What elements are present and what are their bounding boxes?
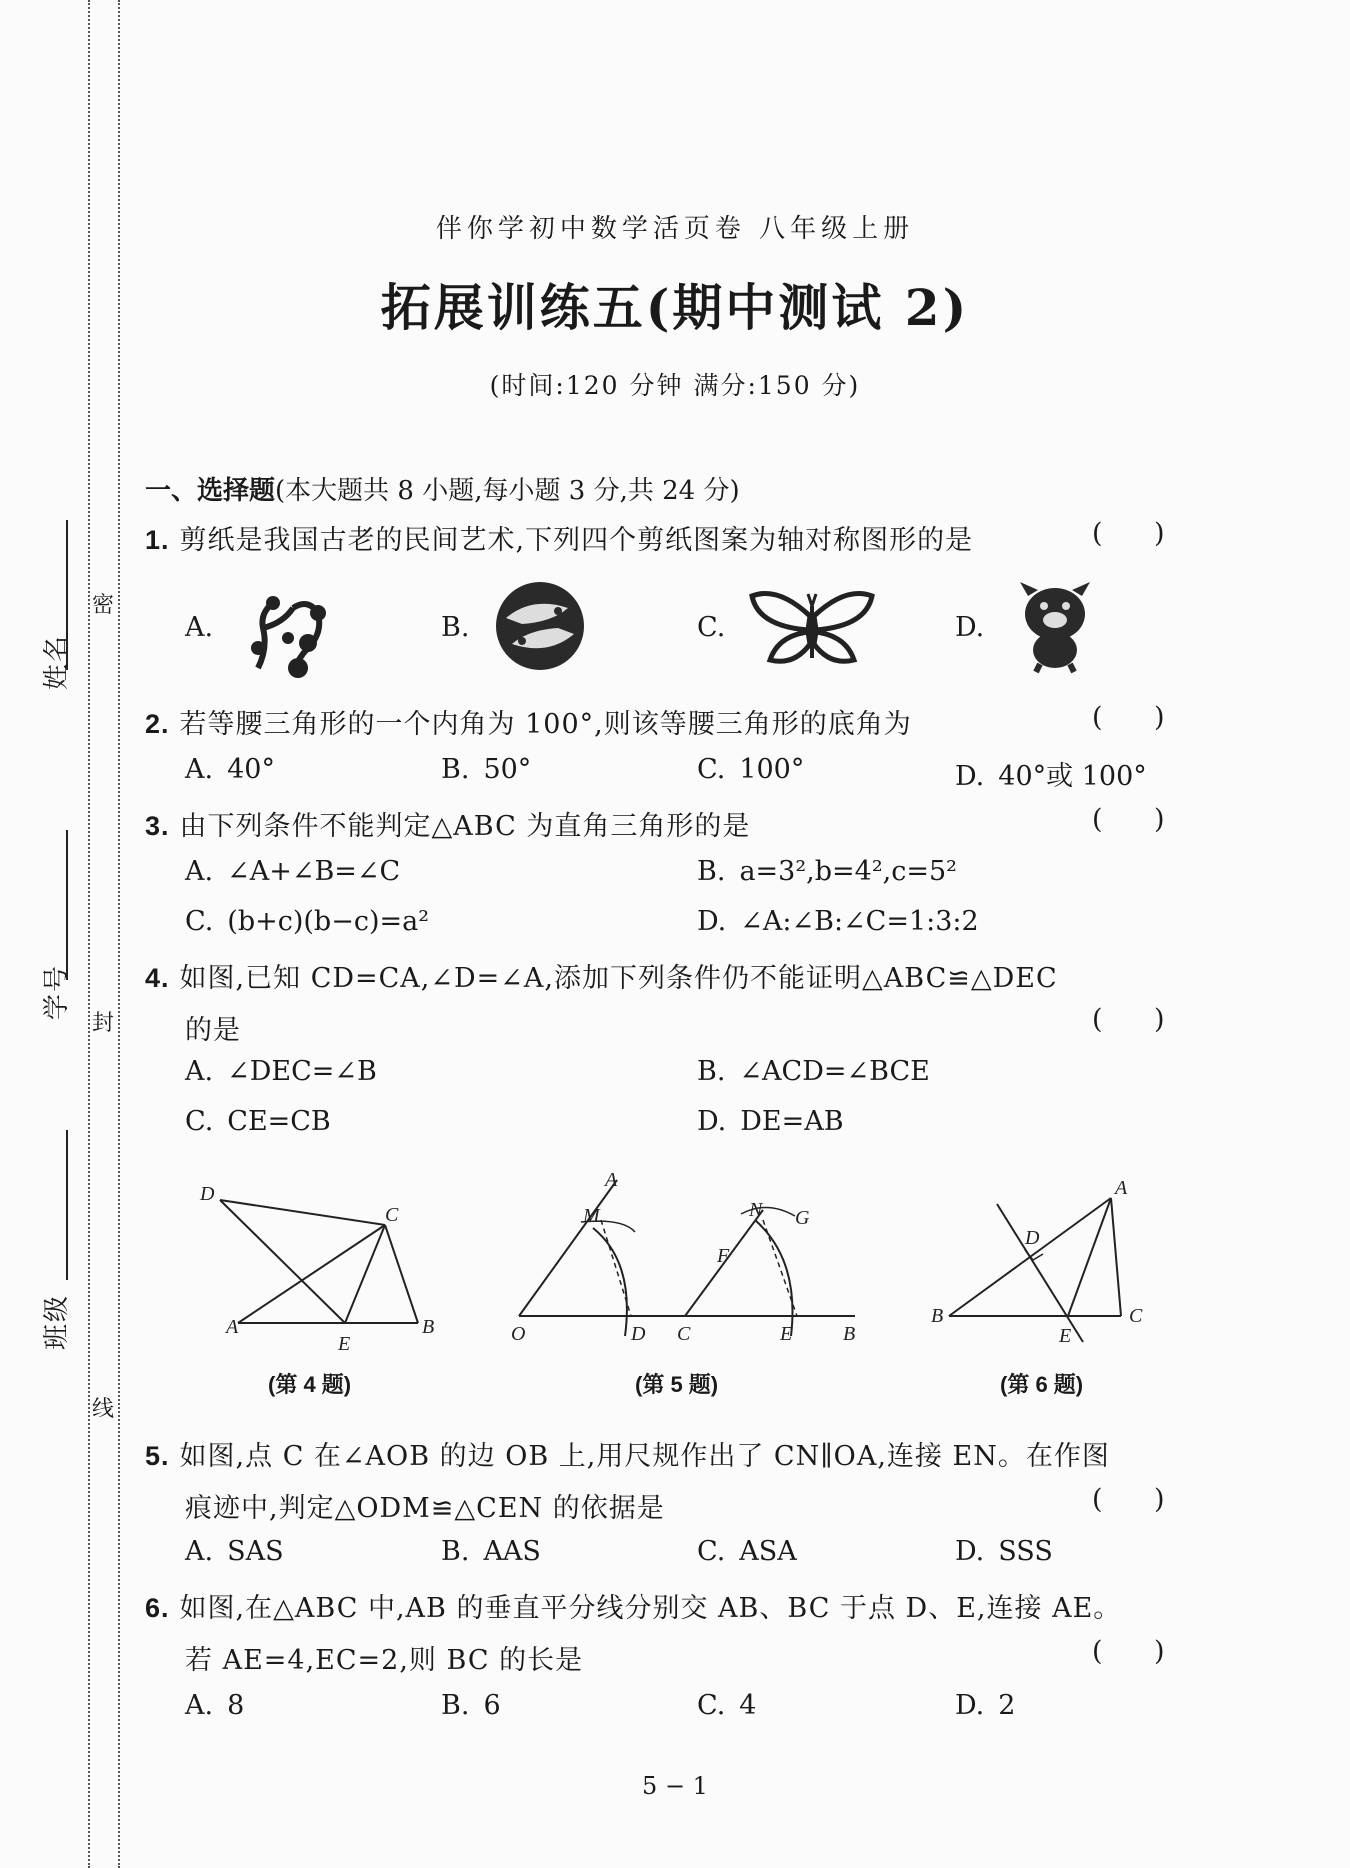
student-number-blank[interactable] xyxy=(66,830,68,980)
figure-4 xyxy=(190,1180,450,1360)
question-6: 6. 如图,在△ABC 中,AB 的垂直平分线分别交 AB、BC 于点 D、E,连接 AE。 xyxy=(145,1593,1122,1624)
figure-6-caption: (第 6 题) xyxy=(1000,1372,1084,1397)
svg-text:D: D xyxy=(631,1323,646,1345)
svg-text:E: E xyxy=(780,1323,793,1345)
svg-text:M: M xyxy=(583,1205,600,1227)
question-text: 剪纸是我国古老的民间艺术,下列四个剪纸图案为轴对称图形的是 xyxy=(179,525,974,556)
option-5c[interactable]: C. ASA xyxy=(697,1536,797,1567)
answer-blank-5[interactable]: ( ) xyxy=(1092,1484,1165,1515)
question-6-continued: 若 AE=4,EC=2,则 BC 的长是 xyxy=(185,1645,584,1676)
option-4d[interactable]: D. DE=AB xyxy=(697,1106,844,1137)
question-3: 3. 由下列条件不能判定△ABC 为直角三角形的是 xyxy=(145,811,751,842)
svg-text:B: B xyxy=(843,1323,856,1345)
time-info: (时间:120 分钟 满分:150 分) xyxy=(489,371,861,400)
option-6b[interactable]: B. 6 xyxy=(441,1690,501,1721)
class-label: 班级 xyxy=(42,1293,72,1350)
option-5b[interactable]: B. AAS xyxy=(441,1536,541,1567)
answer-blank-1[interactable]: ( ) xyxy=(1092,518,1165,549)
figure-6 xyxy=(925,1172,1175,1358)
svg-text:E: E xyxy=(1059,1325,1072,1347)
figure-5-caption: (第 5 题) xyxy=(635,1372,719,1397)
answer-blank-6[interactable]: ( ) xyxy=(1092,1636,1165,1667)
option-1a[interactable]: A. xyxy=(185,612,214,643)
svg-text:B: B xyxy=(931,1305,944,1327)
option-4b[interactable]: B. ∠ACD=∠BCE xyxy=(697,1056,930,1087)
question-4-continued: 的是 xyxy=(185,1015,241,1046)
option-3d[interactable]: D. ∠A:∠B:∠C=1:3:2 xyxy=(697,906,979,937)
student-number-label: 学号 xyxy=(42,963,72,1020)
option-6a[interactable]: A. 8 xyxy=(185,1690,245,1721)
answer-blank-3[interactable]: ( ) xyxy=(1092,804,1165,835)
svg-text:D: D xyxy=(200,1183,215,1205)
class-blank[interactable] xyxy=(66,1130,68,1280)
svg-text:D: D xyxy=(1025,1227,1040,1249)
question-2: 2. 若等腰三角形的一个内角为 100°,则该等腰三角形的底角为 xyxy=(145,709,912,740)
svg-text:E: E xyxy=(338,1333,351,1355)
answer-blank-2[interactable]: ( ) xyxy=(1092,702,1165,733)
figure-5 xyxy=(505,1172,865,1358)
question-4: 4. 如图,已知 CD=CA,∠D=∠A,添加下列条件仍不能证明△ABC≌△DEC xyxy=(145,963,1058,994)
option-6d[interactable]: D. 2 xyxy=(955,1690,1016,1721)
pig-papercut-image xyxy=(1010,578,1100,674)
page-number: 5 − 1 xyxy=(642,1772,708,1800)
option-4c[interactable]: C. CE=CB xyxy=(185,1106,331,1137)
seal-word-feng: 封 xyxy=(92,1011,115,1036)
twin-fish-papercut-image xyxy=(492,578,588,674)
question-5: 5. 如图,点 C 在∠AOB 的边 OB 上,用尺规作出了 CN∥OA,连接 EN。在作图 xyxy=(145,1441,1110,1472)
option-5d[interactable]: D. SSS xyxy=(955,1536,1053,1567)
answer-blank-4[interactable]: ( ) xyxy=(1092,1004,1165,1035)
svg-text:B: B xyxy=(422,1316,435,1338)
seal-word-xian: 线 xyxy=(92,1397,115,1422)
book-subtitle: 伴你学初中数学活页卷 八年级上册 xyxy=(435,214,915,244)
svg-text:F: F xyxy=(717,1245,730,1267)
option-3c[interactable]: C. (b+c)(b−c)=a² xyxy=(185,906,430,937)
section-note: (本大题共 8 小题,每小题 3 分,共 24 分) xyxy=(275,476,740,506)
svg-text:A: A xyxy=(1115,1177,1128,1199)
option-3b[interactable]: B. a=3²,b=4²,c=5² xyxy=(697,856,957,887)
option-2c[interactable]: C. 100° xyxy=(697,754,805,785)
svg-text:G: G xyxy=(795,1207,810,1229)
option-6c[interactable]: C. 4 xyxy=(697,1690,757,1721)
svg-text:A: A xyxy=(605,1172,618,1191)
section-heading xyxy=(145,470,740,507)
name-blank[interactable] xyxy=(66,520,68,670)
svg-text:C: C xyxy=(385,1204,399,1226)
butterfly-papercut-image xyxy=(748,586,876,670)
option-4a[interactable]: A. ∠DEC=∠B xyxy=(185,1056,377,1087)
svg-text:N: N xyxy=(749,1199,763,1221)
svg-text:A: A xyxy=(226,1316,239,1338)
svg-text:C: C xyxy=(677,1323,691,1345)
option-2b[interactable]: B. 50° xyxy=(441,754,532,785)
svg-text:O: O xyxy=(511,1323,526,1345)
option-2a[interactable]: A. 40° xyxy=(185,754,275,785)
figure-4-caption: (第 4 题) xyxy=(268,1372,352,1397)
plum-blossom-papercut-image xyxy=(238,588,338,678)
question-5-continued: 痕迹中,判定△ODM≌△CEN 的依据是 xyxy=(185,1493,665,1524)
option-1d[interactable]: D. xyxy=(955,612,985,643)
question-1 xyxy=(145,518,973,557)
seal-word-mi: 密 xyxy=(92,593,115,618)
option-2d[interactable]: D. 40°或 100° xyxy=(955,761,1147,792)
section-title: 一、选择题 xyxy=(145,476,276,506)
option-1b[interactable]: B. xyxy=(441,612,470,643)
question-number: 1. xyxy=(145,525,170,555)
name-label: 姓名 xyxy=(42,633,72,690)
page-title: 拓展训练五(期中测试 2) xyxy=(380,278,970,337)
option-3a[interactable]: A. ∠A+∠B=∠C xyxy=(185,856,401,887)
option-1c[interactable]: C. xyxy=(697,612,726,643)
svg-text:C: C xyxy=(1129,1305,1143,1327)
option-5a[interactable]: A. SAS xyxy=(185,1536,284,1567)
